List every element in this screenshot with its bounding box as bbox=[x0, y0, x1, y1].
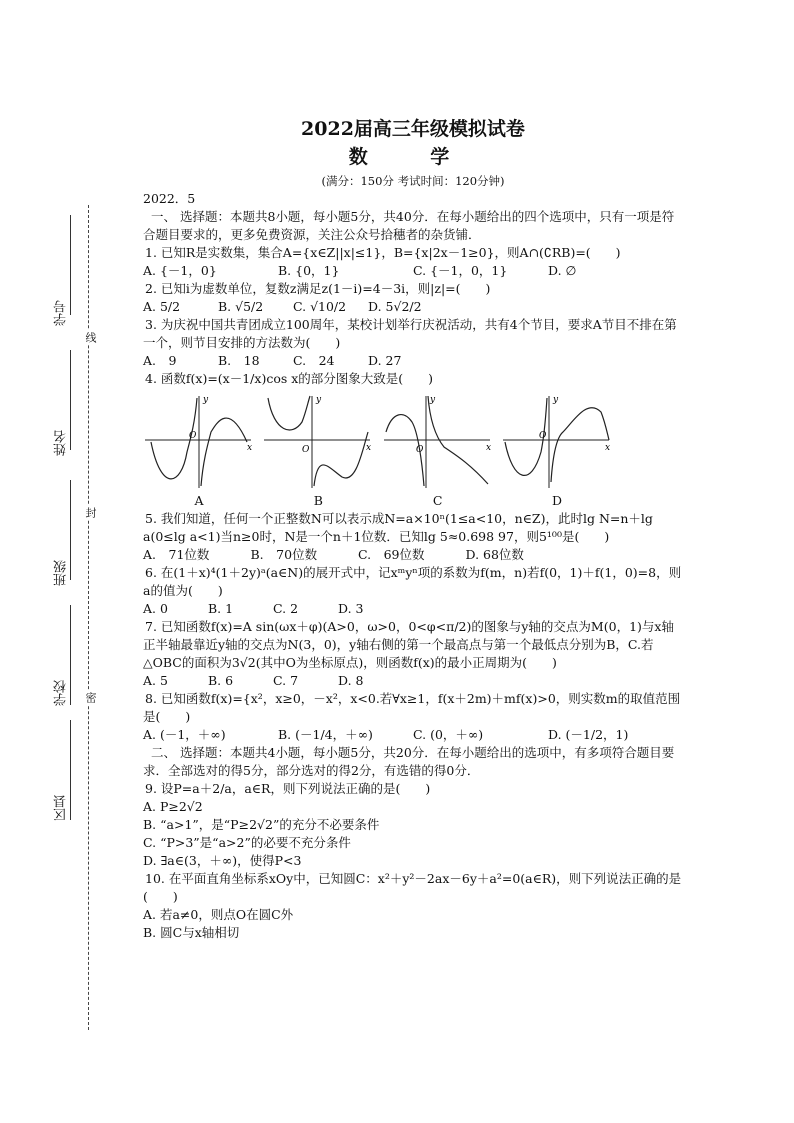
x-axis-label: x bbox=[604, 443, 611, 453]
question-3: 3. 为庆祝中国共青团成立100周年，某校计划举行庆祝活动，共有4个节目，要求A节目不排在第一个，则节目安排的方法数为( ) bbox=[143, 317, 677, 350]
question-9-option-a: A. P≥2√2 bbox=[143, 799, 203, 814]
exam-subject: 数 学 bbox=[348, 146, 478, 168]
binding-underline bbox=[70, 720, 71, 820]
question-2-options bbox=[143, 298, 443, 316]
option-a: A. (－1，＋∞) bbox=[143, 727, 226, 742]
option-b: B. 1 bbox=[208, 601, 234, 616]
binding-dashed-line bbox=[88, 205, 89, 1030]
graph-b-label: B bbox=[313, 493, 323, 508]
option-d: D. 3 bbox=[338, 601, 364, 616]
binding-mark-line: 线 bbox=[84, 332, 97, 343]
option-b: B. {0，1} bbox=[278, 263, 340, 278]
option-a: A. 9 bbox=[143, 353, 177, 368]
graph-c-plot bbox=[382, 392, 494, 492]
graph-d-label: D bbox=[551, 493, 562, 508]
question-10-option-a: A. 若a≠0，则点O在圆C外 bbox=[143, 907, 294, 922]
question-8: 8. 已知函数f(x)={x²，x≥0，－x²，x<0.若∀x≥1，f(x＋2m)＋mf(x)>0，则实数m的取值范围是( ) bbox=[143, 691, 681, 724]
question-7-options bbox=[143, 672, 403, 690]
section1-header: 一、 选择题：本题共8小题，每小题5分，共40分．在每小题给出的四个选项中，只有一项是符合题目要求的，更多免费资源，关注公众号拾穗者的杂货铺． bbox=[143, 209, 675, 242]
binding-underline bbox=[70, 215, 71, 315]
exam-title: 2022届高三年级模拟试卷 bbox=[301, 118, 525, 140]
question-5-options bbox=[143, 546, 573, 564]
option-c: C. 24 bbox=[293, 353, 335, 368]
question-9-option-d: D. ∃a∈(3，＋∞)，使得P<3 bbox=[143, 853, 302, 868]
option-c: C. (0，＋∞) bbox=[413, 727, 484, 742]
question-6: 6. 在(1＋x)⁴(1＋2y)ᵃ(a∈N)的展开式中，记xᵐyⁿ项的系数为f(m，n)若f(0，1)＋f(1，0)=8，则a的值为( ) bbox=[143, 565, 682, 598]
origin-label: O bbox=[415, 445, 424, 455]
option-d: D. 5√2/2 bbox=[368, 299, 422, 314]
origin-label: O bbox=[538, 431, 547, 441]
origin-label: O bbox=[189, 431, 197, 441]
binding-mark-seal: 封 bbox=[84, 507, 97, 518]
binding-field-class: 班级 bbox=[54, 560, 69, 586]
y-axis-label: y bbox=[203, 395, 209, 405]
graph-a bbox=[143, 392, 255, 510]
question-3-options bbox=[143, 352, 443, 370]
option-d: D. 68位数 bbox=[465, 547, 524, 562]
option-d: D. 27 bbox=[368, 353, 402, 368]
question-4-graphs bbox=[143, 392, 613, 510]
question-9-option-c: C. “P>3”是“a>2”的必要不充分条件 bbox=[143, 835, 351, 850]
y-axis-label: y bbox=[316, 395, 322, 405]
question-4: 4. 函数f(x)=(x－1/x)cos x的部分图象大致是( ) bbox=[145, 371, 434, 386]
option-c: C. {－1，0，1} bbox=[413, 263, 508, 278]
option-a: A. 71位数 bbox=[143, 547, 210, 562]
graph-c-label: C bbox=[432, 493, 443, 508]
option-c: C. √10/2 bbox=[293, 299, 347, 314]
option-a: A. 5/2 bbox=[143, 299, 181, 314]
option-a: A. 0 bbox=[143, 601, 168, 616]
option-b: B. √5/2 bbox=[218, 299, 264, 314]
x-axis-label: x bbox=[485, 443, 491, 453]
question-10-option-b: B. 圆C与x轴相切 bbox=[143, 925, 240, 940]
binding-underline bbox=[70, 605, 71, 705]
option-a: A. 5 bbox=[143, 673, 168, 688]
question-5: 5. 我们知道，任何一个正整数N可以表示成N=a×10ⁿ(1≤a<10，n∈Z)，此时lg N=n＋lg a(0≤lg a<1)当n≥0时，N是一个n＋1位数．已知lg 5≈0.698 97，则5¹⁰⁰是( ) bbox=[143, 511, 657, 544]
option-b: B. (－1/4，＋∞) bbox=[278, 727, 373, 742]
question-7: 7. 已知函数f(x)=A sin(ωx＋φ)(A>0，ω>0，0<φ<π/2)的图象与y轴的交点为M(0，1)与x轴正半轴最靠近y轴的交点为N(3，0)，y轴右侧的第一个最高点与第一个最低点分别为B，C.若△OBC的面积为3√2(其中O为坐标原点)，则函数f(x)的最小正周期为( ) bbox=[143, 619, 674, 670]
option-c: C. 2 bbox=[273, 601, 299, 616]
y-axis-label: y bbox=[429, 395, 435, 405]
question-1: 1. 已知R是实数集，集合A={x∈Z||x|≤1}，B={x|2x－1≥0}，则A∩(∁RB)=( ) bbox=[145, 245, 621, 260]
question-9: 9. 设P=a＋2/a，a∈R，则下列说法正确的是( ) bbox=[145, 781, 431, 796]
question-1-options bbox=[143, 262, 683, 280]
binding-field-school: 学校 bbox=[54, 680, 69, 706]
question-2: 2. 已知i为虚数单位，复数z满足z(1－i)=4－3i，则|z|=( ) bbox=[145, 281, 491, 296]
option-d: D. 8 bbox=[338, 673, 364, 688]
option-d: D. (－1/2，1) bbox=[548, 727, 629, 742]
question-8-options bbox=[143, 726, 683, 744]
exam-info: (满分：150分 考试时间：120分钟) bbox=[321, 174, 505, 188]
graph-d bbox=[501, 392, 613, 510]
graph-a-label: A bbox=[194, 493, 204, 508]
option-b: B. 6 bbox=[208, 673, 234, 688]
binding-field-student-id: 学号 bbox=[54, 300, 69, 326]
graph-a-plot bbox=[143, 392, 255, 492]
question-9-option-b: B. “a>1”，是“P≥2√2”的充分不必要条件 bbox=[143, 817, 380, 832]
question-10: 10. 在平面直角坐标系xOy中，已知圆C：x²＋y²－2ax－6y＋a²=0(a∈R)，则下列说法正确的是( ) bbox=[143, 871, 682, 904]
option-b: B. 70位数 bbox=[250, 547, 318, 562]
question-6-options bbox=[143, 600, 403, 618]
x-axis-label: x bbox=[247, 443, 253, 453]
section2-header: 二、 选择题：本题共4小题，每小题5分，共20分．在每小题给出的选项中，有多项符合题目要求．全部选对的得5分，部分选对的得2分，有选错的得0分． bbox=[143, 745, 675, 778]
y-axis-label: y bbox=[552, 395, 559, 405]
graph-d-plot bbox=[501, 392, 613, 492]
x-axis-label: x bbox=[366, 443, 372, 453]
exam-page bbox=[143, 110, 683, 942]
binding-mark-secret: 密 bbox=[84, 692, 97, 703]
exam-date: 2022．5 bbox=[143, 191, 196, 206]
binding-underline bbox=[70, 480, 71, 580]
option-c: C. 7 bbox=[273, 673, 299, 688]
binding-underline bbox=[70, 350, 71, 450]
graph-b-plot bbox=[262, 392, 374, 492]
binding-field-name: 姓名 bbox=[54, 430, 69, 456]
option-b: B. 18 bbox=[218, 353, 260, 368]
option-a: A. {－1，0} bbox=[143, 263, 217, 278]
origin-label: O bbox=[302, 445, 310, 455]
option-d: D. ∅ bbox=[548, 263, 577, 278]
graph-c bbox=[382, 392, 494, 510]
binding-field-district: 区县 bbox=[54, 795, 69, 821]
option-c: C. 69位数 bbox=[358, 547, 425, 562]
graph-b bbox=[262, 392, 374, 510]
